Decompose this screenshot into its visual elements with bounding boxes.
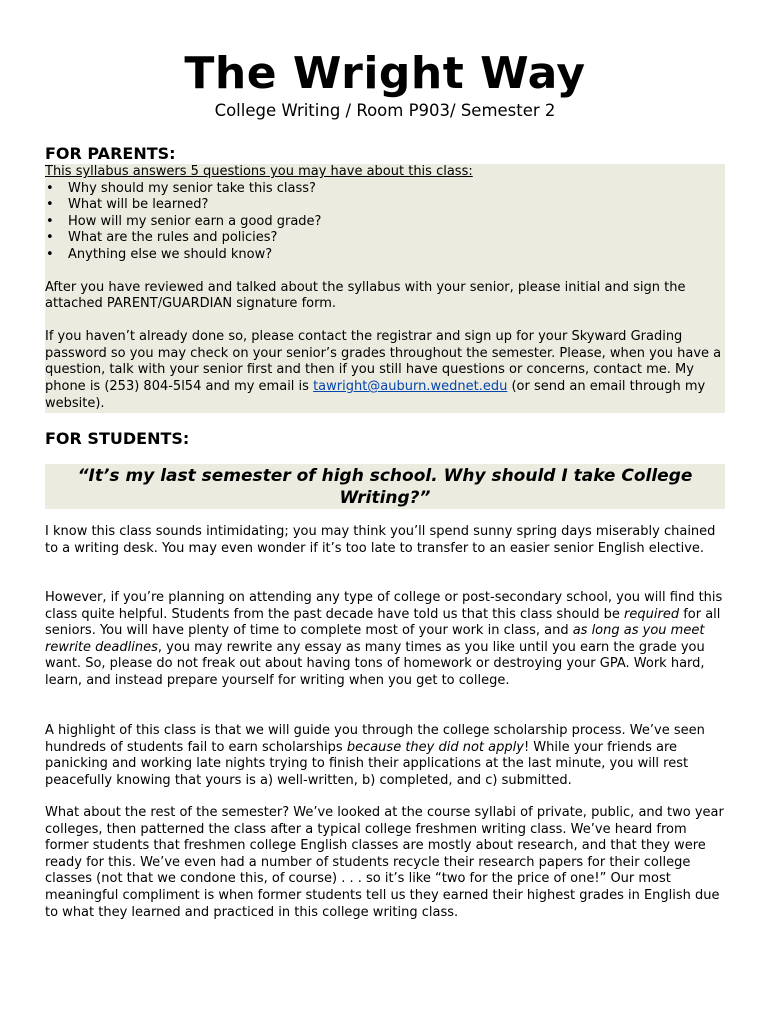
students-paragraph-2: However, if you’re planning on attending any type of college or post-secondary school, you will find this class quite helpful. Students from the past decade have told us that this class should be required for all seniors. You will have plenty of time to complete most of your work in class, and as long as you meet rewrite deadlines, you may rewrite any essay as many times as you like until you earn the grade you want. So, please do not freak out about having tons of homework or destroying your GPA. Work hard, learn, and instead prepare yourself for writing when you get to college. [45,590,723,688]
bullet-icon: • [46,197,54,212]
parents-section [45,164,725,413]
page-subtitle: College Writing / Room P903/ Semester 2 [214,101,556,120]
questions-list [45,181,725,264]
list-item: • What are the rules and policies? [46,230,278,245]
bullet-icon: • [46,180,54,196]
list-item: • Why should my senior take this class? [46,180,316,196]
page-title: The Wright Way [184,48,586,99]
email-link[interactable]: tawright@auburn.wednet.edu [313,378,508,394]
students-quote: “It’s my last semester of high school. Why should I take College Writing?” [45,464,725,509]
bullet-icon: • [46,246,54,262]
bullet-icon: • [46,213,54,229]
parents-signature-paragraph: After you have reviewed and talked about the syllabus with your senior, please initial and sign the attached PARENT/GUARDIAN signature form. [45,279,686,312]
students-heading: FOR STUDENTS: [45,429,190,448]
students-paragraph-3: A highlight of this class is that we will guide you through the college scholarship process. We’ve seen hundreds of students fail to earn scholarships because they did not apply! While your friends are panicking and working late nights trying to finish their applications at the last minute, you will rest peacefully knowing that yours is a) well-written, b) completed, and c) submitted. [45,723,705,788]
bullet-icon: • [46,230,54,245]
list-item: • Anything else we should know? [46,246,273,262]
students-paragraph-4: What about the rest of the semester? We’ve looked at the course syllabi of private, public, and two year colleges, then patterned the class after a typical college freshmen writing class. We’ve heard from former students that freshmen college English classes are mostly about research, and that they were ready for this. We’ve even had a number of students recycle their research papers for their college classes (not that we condone this, of course) . . . so it’s like “two for the price of one!” Our most meaningful compliment is when former students tell us they earned their highest grades in English due to what they learned and practiced in this college writing class. [45,805,724,920]
parents-intro: This syllabus answers 5 questions you may have about this class: [45,164,473,179]
list-item: • How will my senior earn a good grade? [46,213,322,229]
students-paragraph-1: I know this class sounds intimidating; you may think you’ll spend sunny spring days miserably chained to a writing desk. You may even wonder if it’s too late to transfer to an easier senior English elective. [45,524,716,556]
parents-contact-paragraph: If you haven’t already done so, please contact the registrar and sign up for your Skyward Grading password so you may check on your senior’s grades throughout the semester. Please, when you have a question, talk with your senior first and then if you still have questions or concerns, contact me. My phone is (253) 804-5l54 and my email is tawright@auburn.wednet.edu (or send an email through my website). [45,329,722,411]
list-item: • What will be learned? [46,197,209,212]
parents-heading: FOR PARENTS: [45,144,176,163]
